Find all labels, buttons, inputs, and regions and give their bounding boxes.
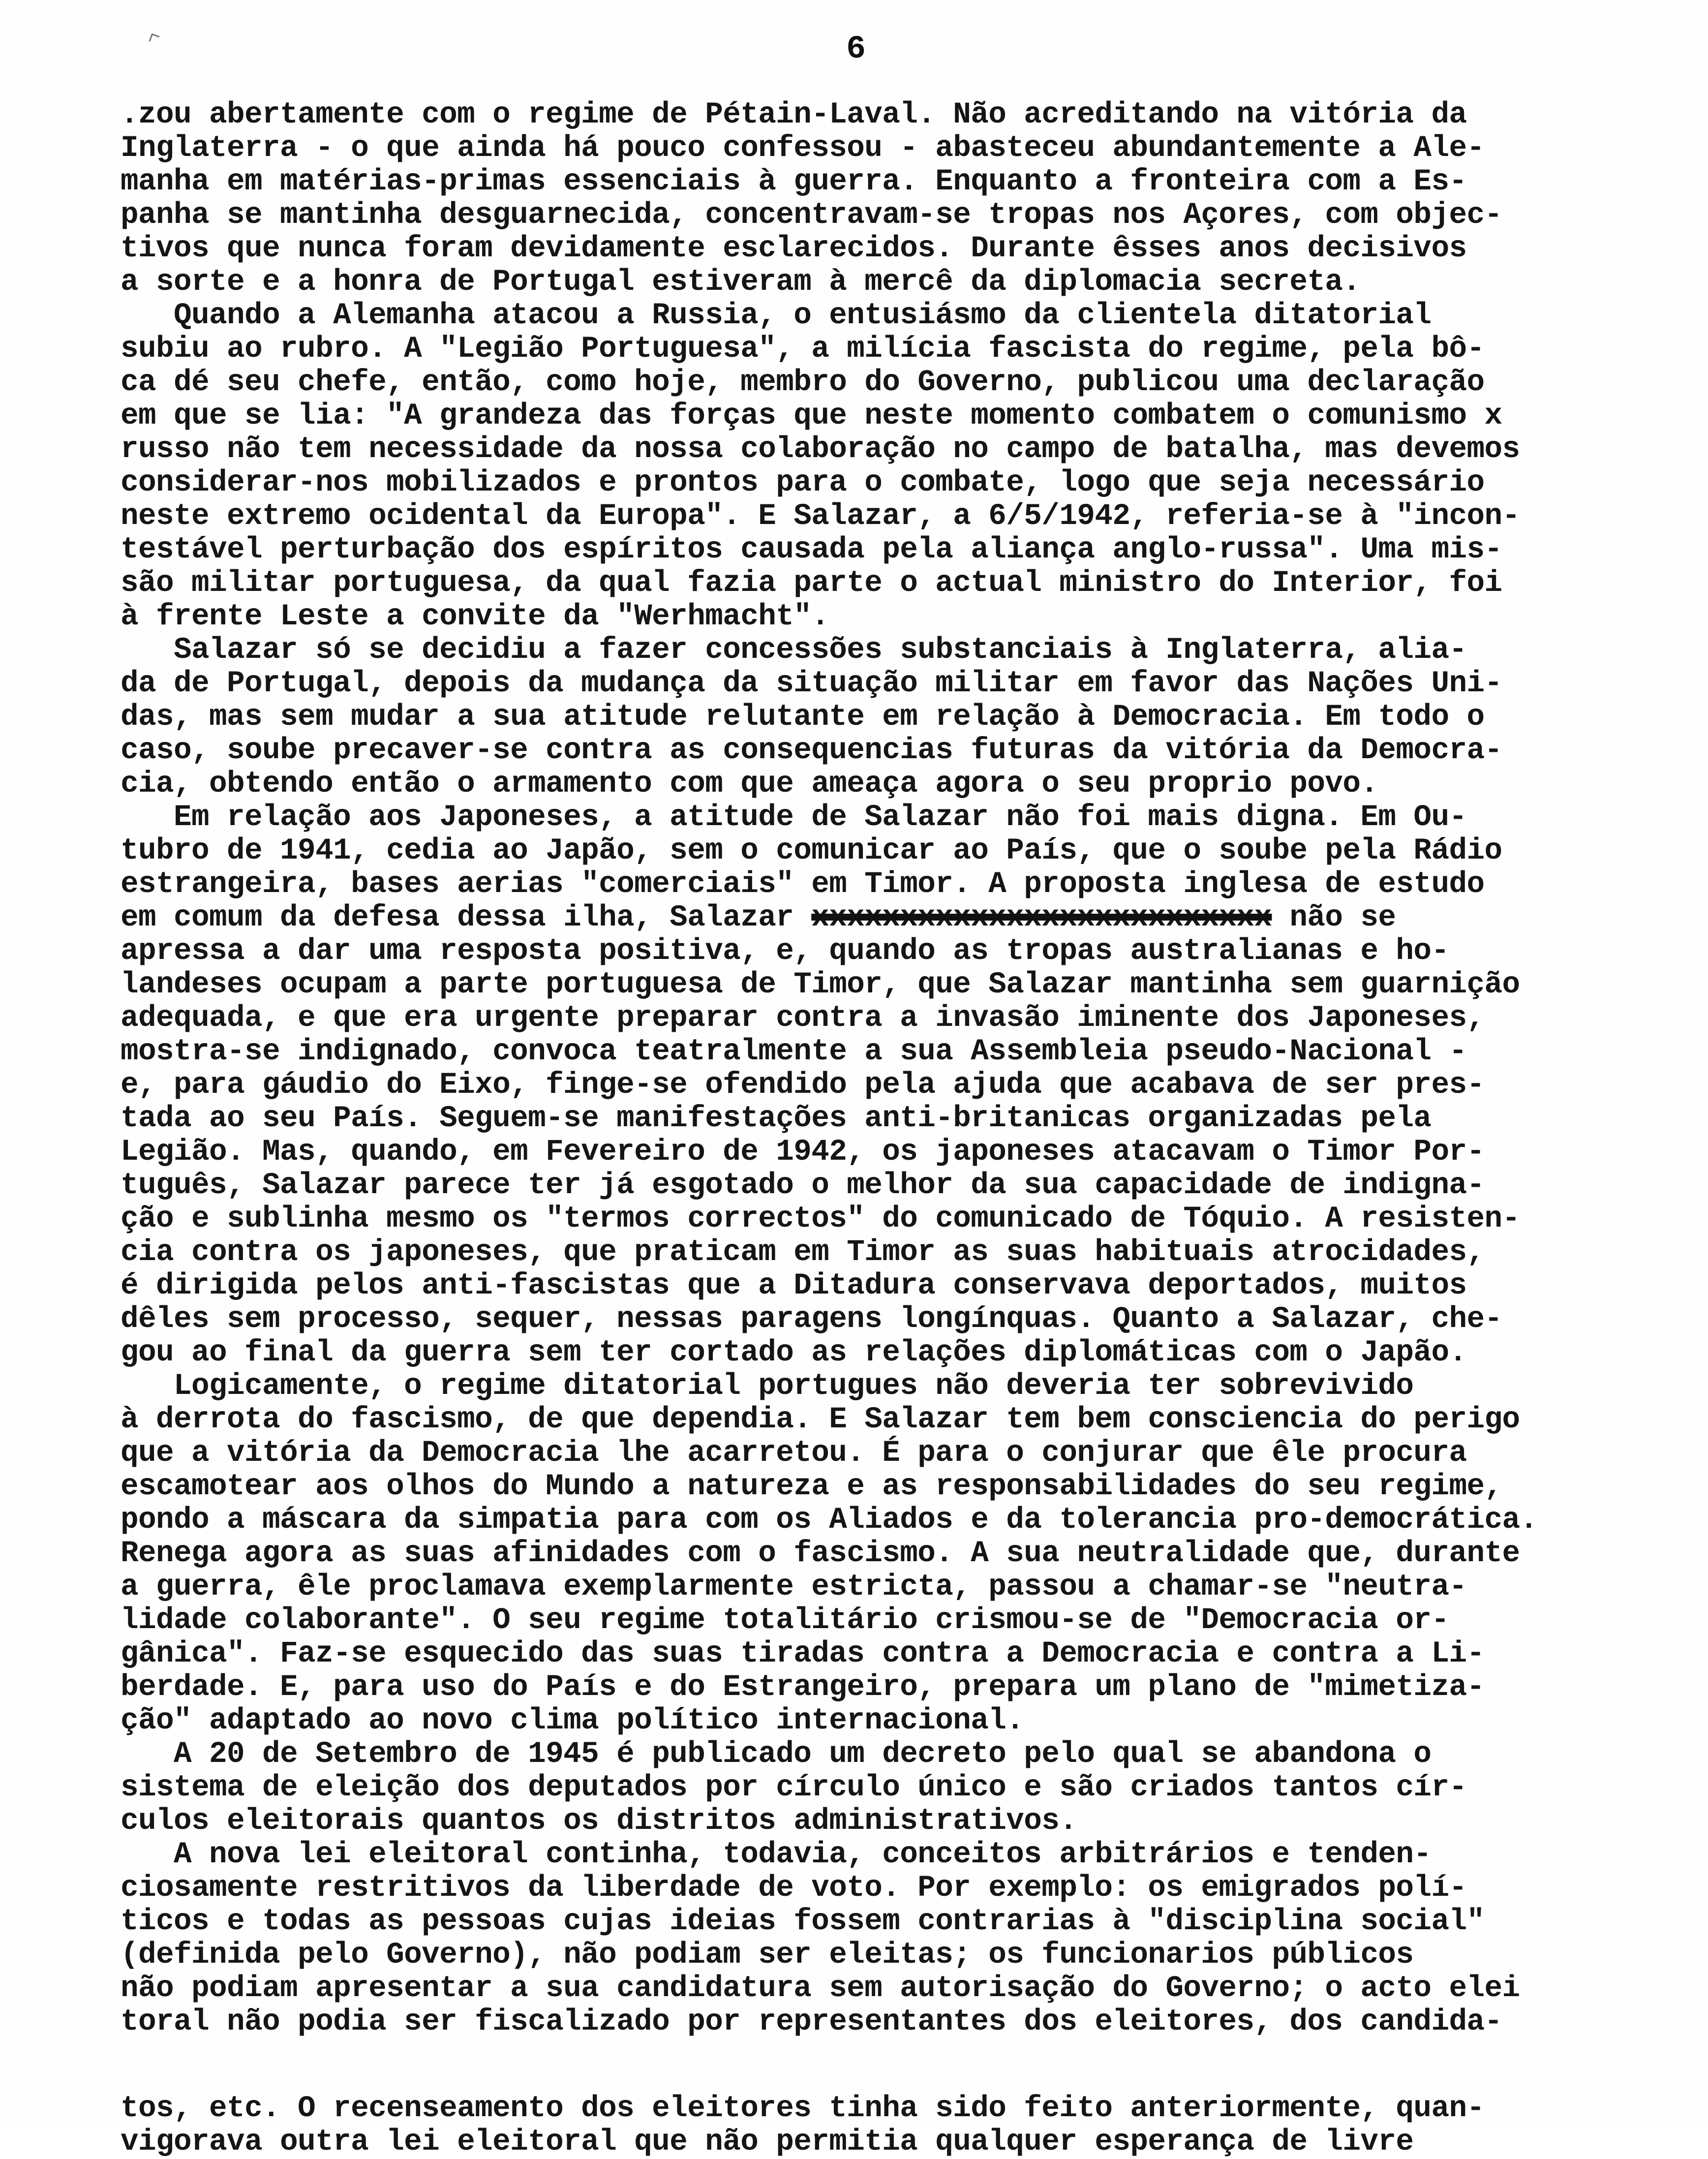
text-line: pondo a máscara da simpatia para com os Aliados e da tolerancia pro-democrática.	[121, 1503, 1538, 1537]
text-line: da de Portugal, depois da mudança da situação militar em favor das Nações Uni-	[121, 667, 1502, 701]
text-line: landeses ocupam a parte portuguesa de Timor, que Salazar mantinha sem guarnição	[121, 968, 1520, 1002]
text-line: à derrota do fascismo, de que dependia. E Salazar tem bem consciencia do perigo	[121, 1403, 1520, 1437]
text-line: tivos que nunca foram devidamente esclarecidos. Durante êsses anos decisivos	[121, 232, 1467, 266]
text-line: berdade. E, para uso do País e do Estrangeiro, prepara um plano de "mimetiza-	[121, 1670, 1485, 1704]
text-line: panha se mantinha desguarnecida, concentravam-se tropas nos Açores, com objec-	[121, 198, 1502, 232]
text-line: (definida pelo Governo), não podiam ser eleitas; os funcionarios públicos	[121, 1938, 1414, 1972]
text-line: A nova lei eleitoral continha, todavia, conceitos arbitrários e tenden-	[121, 1838, 1432, 1872]
text-line: são militar portuguesa, da qual fazia parte o actual ministro do Interior, foi	[121, 566, 1502, 600]
text-line: Salazar só se decidiu a fazer concessões substanciais à Inglaterra, alia-	[121, 633, 1467, 667]
text-line: é dirigida pelos anti-fascistas que a Ditadura conservava deportados, muitos	[121, 1269, 1467, 1303]
text-line: russo não tem necessidade da nossa colaboração no campo de batalha, mas devemos	[121, 432, 1520, 466]
text-line: vigorava outra lei eleitoral que não permitia qualquer esperança de livre	[121, 2125, 1414, 2159]
text-line: apressa a dar uma resposta positiva, e, quando as tropas australianas e ho-	[121, 934, 1449, 968]
text-line: A 20 de Setembro de 1945 é publicado um decreto pelo qual se abandona o	[121, 1737, 1432, 1771]
text-line: Logicamente, o regime ditatorial portugues não deveria ter sobrevivido	[121, 1369, 1414, 1403]
text-line: que a vitória da Democracia lhe acarretou. É para o conjurar que êle procura	[121, 1436, 1467, 1470]
text-line: dêles sem processo, sequer, nessas paragens longínquas. Quanto a Salazar, che-	[121, 1302, 1502, 1336]
text-line: à frente Leste a convite da "Werhmacht".	[121, 600, 829, 634]
text-line: Inglaterra - o que ainda há pouco confessou - abasteceu abundantemente a Ale-	[121, 131, 1485, 165]
text-line: e, para gáudio do Eixo, finge-se ofendido pela ajuda que acabava de ser pres-	[121, 1068, 1485, 1102]
text-line: cia contra os japoneses, que praticam em Timor as suas habituais atrocidades,	[121, 1235, 1485, 1269]
text-line: Quando a Alemanha atacou a Russia, o entusiásmo da clientela ditatorial	[121, 299, 1432, 333]
text-line: subiu ao rubro. A "Legião Portuguesa", a milícia fascista do regime, pela bô-	[121, 332, 1485, 366]
struck-out-text: xxxxxxxxxxxxxxxxxxxxxxxxxx	[811, 901, 1272, 935]
text-line: tada ao seu País. Seguem-se manifestações anti-britanicas organizadas pela	[121, 1102, 1432, 1136]
text-line-with-strikeout: em comum da defesa dessa ilha, Salazar xxxxxxxxxxxxxxxxxxxxxxxxxx não se	[121, 901, 1396, 935]
page-body	[121, 98, 1680, 2159]
text-line: ção e sublinha mesmo os "termos correctos" do comunicado de Tóquio. A resisten-	[121, 1202, 1520, 1236]
text-line: gou ao final da guerra sem ter cortado as relações diplomáticas com o Japão.	[121, 1336, 1467, 1370]
text-line: cia, obtendo então o armamento com que ameaça agora o seu proprio povo.	[121, 767, 1378, 801]
text-line: ca dé seu chefe, então, como hoje, membro do Governo, publicou uma declaração	[121, 366, 1485, 400]
text-line: ção" adaptado ao novo clima político internacional.	[121, 1704, 1024, 1738]
text-line: toral não podia ser fiscalizado por representantes dos eleitores, dos candida-	[121, 2005, 1502, 2039]
text-line: .zou abertamente com o regime de Pétain-Laval. Não acreditando na vitória da	[121, 98, 1467, 132]
text-line: não podiam apresentar a sua candidatura sem autorisação do Governo; o acto elei	[121, 1972, 1520, 2005]
page-number: 6	[846, 31, 866, 67]
text-line: mostra-se indignado, convoca teatralmente a sua Assembleia pseudo-Nacional -	[121, 1035, 1467, 1069]
text-line: Renega agora as suas afinidades com o fascismo. A sua neutralidade que, durante	[121, 1537, 1520, 1571]
text-line: tubro de 1941, cedia ao Japão, sem o comunicar ao País, que o soube pela Rádio	[121, 834, 1502, 868]
text-line: ticos e todas as pessoas cujas ideias fossem contrarias à "disciplina social"	[121, 1905, 1485, 1939]
text-line: Em relação aos Japoneses, a atitude de Salazar não foi mais digna. Em Ou-	[121, 801, 1467, 834]
text-line: adequada, e que era urgente preparar contra a invasão iminente dos Japoneses,	[121, 1001, 1485, 1035]
text-line: a guerra, êle proclamava exemplarmente estricta, passou a chamar-se "neutra-	[121, 1570, 1467, 1604]
text-line: considerar-nos mobilizados e prontos para o combate, logo que seja necessário	[121, 466, 1485, 500]
text-line: neste extremo ocidental da Europa". E Salazar, a 6/5/1942, referia-se à "incon-	[121, 499, 1520, 533]
text-line: gânica". Faz-se esquecido das suas tiradas contra a Democracia e contra a Li-	[121, 1637, 1485, 1671]
text-line: ciosamente restritivos da liberdade de voto. Por exemplo: os emigrados polí-	[121, 1871, 1467, 1905]
text-line: estrangeira, bases aerias "comerciais" em Timor. A proposta inglesa de estudo	[121, 867, 1485, 901]
text-line: a sorte e a honra de Portugal estiveram à mercê da diplomacia secreta.	[121, 265, 1361, 299]
text-line: Legião. Mas, quando, em Fevereiro de 1942, os japoneses atacavam o Timor Por-	[121, 1135, 1485, 1169]
text-line: em que se lia: "A grandeza das forças que neste momento combatem o comunismo x	[121, 399, 1502, 433]
text-line: sistema de eleição dos deputados por círculo único e são criados tantos cír-	[121, 1771, 1467, 1805]
text-line: lidade colaborante". O seu regime totalitário crismou-se de "Democracia or-	[121, 1604, 1449, 1637]
text-line: culos eleitorais quantos os distritos administrativos.	[121, 1804, 1077, 1838]
text-line: das, mas sem mudar a sua atitude relutante em relação à Democracia. Em todo o	[121, 700, 1485, 734]
text-line: escamotear aos olhos do Mundo a natureza e as responsabilidades do seu regime,	[121, 1470, 1502, 1504]
section-gap	[121, 2039, 1680, 2092]
text-line: manha em matérias-primas essenciais à guerra. Enquanto a fronteira com a Es-	[121, 165, 1467, 199]
text-line: tuguês, Salazar parece ter já esgotado o melhor da sua capacidade de indigna-	[121, 1169, 1485, 1203]
text-line: testável perturbação dos espíritos causada pela aliança anglo-russa". Uma mis-	[121, 533, 1502, 567]
text-line: caso, soube precaver-se contra as consequencias futuras da vitória da Democra-	[121, 734, 1502, 768]
corner-mark	[149, 33, 160, 44]
text-line: tos, etc. O recenseamento dos eleitores tinha sido feito anteriormente, quan-	[121, 2092, 1485, 2126]
